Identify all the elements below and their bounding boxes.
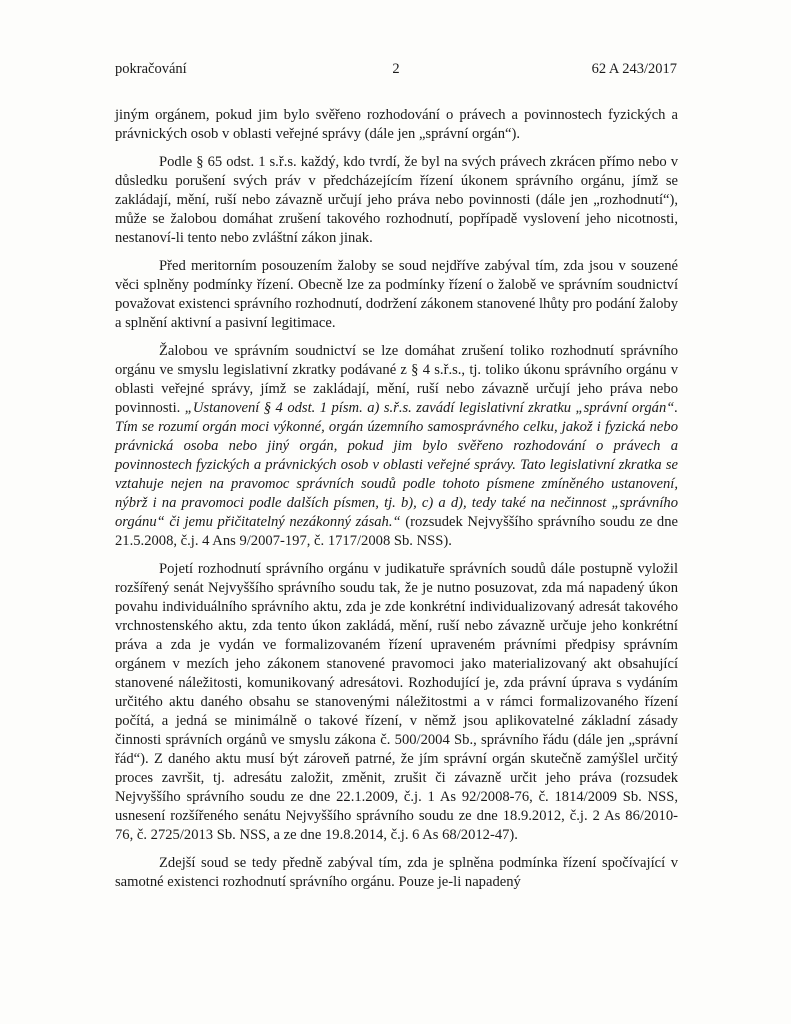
paragraph-text: Žalobou ve správním soudnictví se lze domáhat zrušení toliko rozhodnutí správního orgánu ve smyslu legislativní zkratky podávané z § 4 s.ř.s., tj. toliko úkonu správního orgánu v oblasti veřejné správy, jímž se zakládají, mění, ruší nebo závazně určují jeho práva nebo povinnosti. (115, 343, 678, 416)
paragraph (115, 153, 678, 248)
paragraph-text: Podle § 65 odst. 1 s.ř.s. každý, kdo tvrdí, že byl na svých právech zkrácen přímo nebo v důsledku porušení svých práv v předcházejícím řízení úkonem správního orgánu, jímž se zakládají, mění, ruší nebo závazně určují jeho práva nebo povinnosti (dále jen „rozhodnutí“), může se žalobou domáhat zrušení takového rozhodnutí, popřípadě vyslovení jeho nicotnosti, nestanoví-li tento nebo zvláštní zákon jinak. (115, 154, 678, 246)
citation-text: (rozsudek Nejvyššího správního soudu ze dne 21.5.2008, č.j. 4 Ans 9/2007-197, č. 1717/2008 Sb. NSS). (115, 514, 678, 549)
document-body (115, 106, 678, 892)
paragraph (115, 560, 678, 845)
paragraph (115, 106, 678, 144)
paragraph (115, 257, 678, 333)
page-header (115, 61, 677, 81)
quoted-judgment-text: „Ustanovení § 4 odst. 1 písm. a) s.ř.s. zavádí legislativní zkratku „správní orgán“. Tím se rozumí orgán moci výkonné, orgán územního samosprávného celku, jakož i fyzická nebo právnická osoba nebo jiný orgán, pokud jim bylo svěřeno rozhodování o právech a povinnostech fyzických a právnických osob v oblasti veřejné správy. Tato legislativní zkratka se vztahuje nejen na pravomoc správních soudů podle tohoto písmene zmíněného ustanovení, nýbrž i na pravomoci podle dalších písmen, tj. b), c) a d), tedy také na nečinnost „správního orgánu“ či jemu přičitatelný nezákonný zásah.“ (115, 400, 679, 530)
paragraph (115, 854, 678, 892)
paragraph-text: Před meritorním posouzením žaloby se soud nejdříve zabýval tím, zda jsou v souzené věci splněny podmínky řízení. Obecně lze za podmínky řízení o žalobě ve správním soudnictví považovat existenci správního rozhodnutí, dodržení zákonem stanovené lhůty pro podání žaloby a splnění aktivní a pasivní legitimace. (115, 258, 678, 331)
continuation-label: pokračování (115, 61, 187, 77)
paragraph (115, 342, 678, 551)
paragraph-text: Zdejší soud se tedy předně zabýval tím, zda je splněna podmínka řízení spočívající v samotné existenci rozhodnutí správního orgánu. Pouze je-li napadený (115, 855, 678, 890)
case-number: 62 A 243/2017 (591, 61, 677, 77)
paragraph-text: jiným orgánem, pokud jim bylo svěřeno rozhodování o právech a povinnostech fyzických a právnických osob v oblasti veřejné správy (dále jen „správní orgán“). (115, 107, 678, 142)
paragraph-text: Pojetí rozhodnutí správního orgánu v judikatuře správních soudů dále postupně vyložil rozšířený senát Nejvyššího správního soudu tak, že je nutno posuzovat, zda má napadený úkon povahu individuálního správního aktu, zda je zde konkrétní individualizovaný adresát takového vrchnostenského aktu, zda tento úkon zakládá, mění, ruší nebo závazně určuje jeho konkrétní práva a zda je vydán ve formalizovaném řízení upraveném právními předpisy správním orgánem v mezích jeho zákonem stanovené pravomoci jako materializovaný akt obsahující stanovené náležitosti, komunikovaný adresátovi. Rozhodující je, zda právní úprava s vydáním určitého aktu daného obsahu se stanovenými náležitostmi a v rámci formalizovaného řízení počítá, a jedná se minimálně o takové řízení, v němž jsou aplikovatelné základní zásady činnosti správních orgánů ve smyslu zákona č. 500/2004 Sb., správního řádu (dále jen „správní řád“). Z daného aktu musí být zároveň patrné, že jím správní orgán skutečně zamýšlel určitý proces završit, tj. adresátu založit, změnit, zrušit či závazně určit jeho práva (rozsudek Nejvyššího správního soudu ze dne 22.1.2009, č.j. 1 As 92/2008-76, č. 1814/2009 Sb. NSS, usnesení rozšířeného senátu Nejvyššího správního soudu ze dne 18.9.2012, č.j. 2 As 86/2010-76, č. 2725/2013 Sb. NSS, a ze dne 19.8.2014, č.j. 6 As 68/2012-47). (115, 561, 678, 843)
page-number: 2 (392, 61, 400, 77)
